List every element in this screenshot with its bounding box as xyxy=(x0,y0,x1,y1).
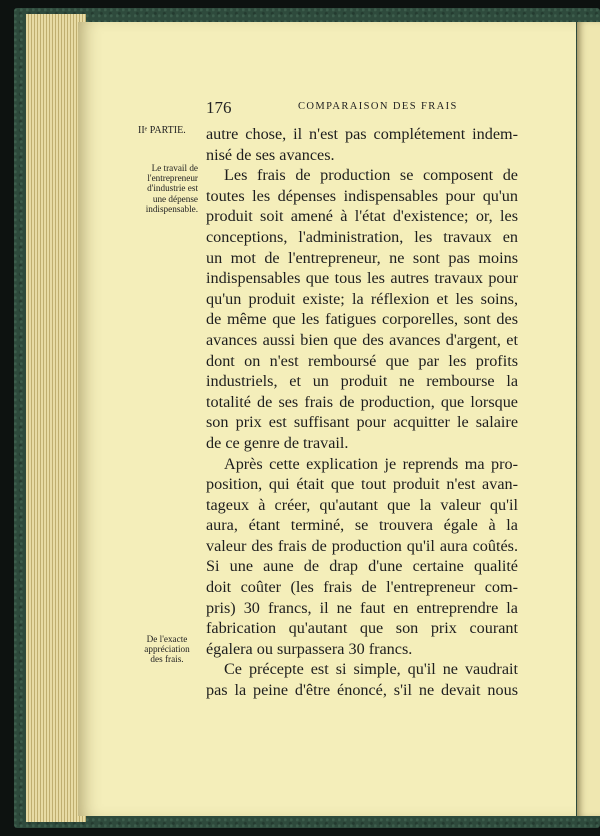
text-line: produit soit amené à l'état d'existence; or, les xyxy=(206,207,518,226)
text-line: Ce précepte est si simple, qu'il ne vaudrait xyxy=(224,660,518,679)
text-line: son prix est suffisant pour acquitter le salaire xyxy=(206,413,518,432)
text-line: aura, étant terminé, se trouvera égale à la xyxy=(206,516,518,535)
margin-note-entrepreneur xyxy=(134,163,198,214)
text-line: un mot de l'entrepreneur, ne sont pas moins xyxy=(206,248,518,267)
margin-note-line: appréciation xyxy=(144,644,190,655)
margin-note-line: l'entrepreneur xyxy=(147,173,198,184)
part-label: IIᵉ PARTIE. xyxy=(138,125,186,136)
text-line: égalera ou surpassera 30 francs. xyxy=(206,639,413,658)
text-line: tageux à créer, qu'autant que la valeur qu'il xyxy=(206,495,518,514)
facing-page-edge xyxy=(577,22,600,816)
text-line: toutes les dépenses indispensables pour qu'un xyxy=(206,186,518,205)
margin-note-line: De l'exacte xyxy=(146,634,188,644)
margin-note-line: indispensable. xyxy=(145,203,198,214)
body-text xyxy=(206,124,518,701)
margin-note-line: d'industrie est xyxy=(147,183,198,194)
text-line: valeur des frais de production qu'il aura coûtés. xyxy=(206,536,518,555)
margin-note-line: des frais. xyxy=(150,654,184,665)
text-line: pris) 30 francs, il ne faut en entreprendre la xyxy=(206,598,518,617)
page-edges xyxy=(26,14,86,822)
page-number: 176 xyxy=(206,98,232,117)
text-line: position, qui était que tout produit n'est avan- xyxy=(206,475,518,494)
text-line: avances aussi bien que des avances d'argent, et xyxy=(206,330,518,349)
margin-note-line: Le travail de xyxy=(151,163,198,173)
text-line: autre chose, il n'est pas complétement indem- xyxy=(206,125,518,143)
text-line: pas la peine d'être énoncé, s'il ne devait nous xyxy=(206,681,518,700)
text-line: de même que les fatigues corporelles, sont des xyxy=(206,310,518,329)
text-line: Les frais de production se composent de xyxy=(224,166,518,185)
text-line: indispensables que tous les autres travaux pour xyxy=(206,269,518,288)
running-head: COMPARAISON DES FRAIS xyxy=(298,101,458,112)
text-line: nisé de ses avances. xyxy=(206,145,335,164)
text-line: conceptions, l'administration, les travaux en xyxy=(206,227,518,246)
text-line: de ce genre de travail. xyxy=(206,433,349,452)
margin-note-appreciation xyxy=(134,634,200,665)
text-line: Après cette explication je reprends ma pro- xyxy=(224,454,518,473)
text-line: fabrication qu'autant que son prix courant xyxy=(206,619,518,638)
page-header xyxy=(206,98,518,120)
text-line: dont on n'est remboursé que par les profits xyxy=(206,351,518,370)
margin-note-line: une dépense xyxy=(152,193,198,204)
text-line: doit coûter (les frais de l'entrepreneur com- xyxy=(206,578,518,597)
text-line: totalité de ses frais de production, que lorsque xyxy=(206,392,518,411)
text-line: Si une aune de drap d'une certaine qualité xyxy=(206,557,518,576)
text-line: qu'un produit existe; la réflexion et les soins, xyxy=(206,289,518,308)
text-line: industriels, et un produit ne rembourse la xyxy=(206,372,518,391)
